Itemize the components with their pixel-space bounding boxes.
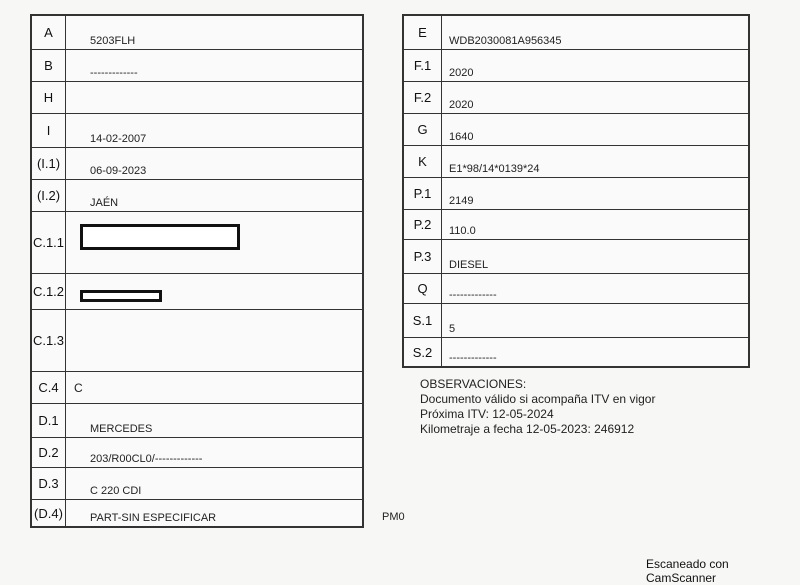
field-label: A	[32, 16, 66, 49]
field-row-g	[404, 114, 748, 146]
field-row-d3	[32, 468, 362, 500]
field-value: 110.0	[449, 225, 476, 237]
field-row-c13	[32, 310, 362, 372]
field-row-k	[404, 146, 748, 178]
field-value: DIESEL	[449, 259, 489, 271]
field-label: F.2	[404, 82, 442, 113]
field-row-f1	[404, 50, 748, 82]
field-value: 2020	[449, 99, 474, 111]
field-row-a	[32, 16, 362, 50]
field-label: G	[404, 114, 442, 145]
redaction-box	[80, 290, 162, 302]
right-fields-table	[402, 14, 750, 368]
observations-heading: OBSERVACIONES:	[420, 377, 527, 391]
field-label: D.3	[32, 468, 66, 499]
field-row-i2	[32, 180, 362, 212]
field-row-s1	[404, 304, 748, 338]
field-row-p1	[404, 178, 748, 210]
field-label: B	[32, 50, 66, 81]
pm-code: PM0	[382, 511, 405, 523]
observations-block	[420, 377, 655, 437]
field-value: -------------	[90, 67, 138, 79]
field-value: 14-02-2007	[90, 133, 147, 145]
field-label: Q	[404, 274, 442, 303]
field-row-e	[404, 16, 748, 50]
field-label: P.1	[404, 178, 442, 209]
field-value: 5	[449, 323, 456, 335]
field-label: C.1.3	[32, 310, 66, 371]
field-row-s2	[404, 338, 748, 366]
field-row-p3	[404, 240, 748, 274]
field-label: (I.2)	[32, 180, 66, 211]
field-label: C.1.2	[32, 274, 66, 309]
field-value: C	[74, 381, 83, 395]
observations-line: Próxima ITV: 12-05-2024	[420, 407, 554, 421]
field-row-d2	[32, 438, 362, 468]
field-row-d4	[32, 500, 362, 526]
left-fields-table	[30, 14, 364, 528]
scanner-watermark: Escaneado con CamScanner	[646, 557, 729, 585]
field-value: C 220 CDI	[90, 485, 142, 497]
field-label: P.3	[404, 240, 442, 273]
field-label: C.4	[32, 372, 66, 403]
field-label: D.1	[32, 404, 66, 437]
field-value: JAÉN	[90, 197, 119, 209]
field-value: E1*98/14*0139*24	[449, 163, 540, 175]
redaction-box	[80, 224, 240, 250]
field-label: (D.4)	[32, 500, 66, 526]
field-row-i1	[32, 148, 362, 180]
field-label: P.2	[404, 210, 442, 239]
field-label: D.2	[32, 438, 66, 467]
field-label: I	[32, 114, 66, 147]
field-value: 5203FLH	[90, 35, 136, 47]
observations-line: Documento válido si acompaña ITV en vigor	[420, 392, 656, 406]
field-value: MERCEDES	[90, 423, 153, 435]
field-value: 2020	[449, 67, 474, 79]
field-value: WDB2030081A956345	[449, 35, 562, 47]
field-label: F.1	[404, 50, 442, 81]
field-row-q	[404, 274, 748, 304]
field-value: 1640	[449, 131, 474, 143]
field-row-f2	[404, 82, 748, 114]
field-row-h	[32, 82, 362, 114]
field-value: -------------	[449, 289, 497, 301]
observations-line: Kilometraje a fecha 12-05-2023: 246912	[420, 422, 635, 436]
field-label: S.1	[404, 304, 442, 337]
field-label: C.1.1	[32, 212, 66, 273]
field-label: (I.1)	[32, 148, 66, 179]
field-label: K	[404, 146, 442, 177]
field-row-p2	[404, 210, 748, 240]
field-value: 06-09-2023	[90, 165, 147, 177]
field-value: 203/R00CL0/-------------	[90, 453, 203, 465]
field-value: PART-SIN ESPECIFICAR	[90, 512, 217, 524]
field-value: 2149	[449, 195, 474, 207]
field-row-i	[32, 114, 362, 148]
field-row-d1	[32, 404, 362, 438]
field-label: E	[404, 16, 442, 49]
field-label: H	[32, 82, 66, 113]
field-label: S.2	[404, 338, 442, 366]
field-row-c4	[32, 372, 362, 404]
field-row-c12	[32, 274, 362, 310]
field-row-c11	[32, 212, 362, 274]
field-value: -------------	[449, 352, 497, 364]
field-row-b	[32, 50, 362, 82]
